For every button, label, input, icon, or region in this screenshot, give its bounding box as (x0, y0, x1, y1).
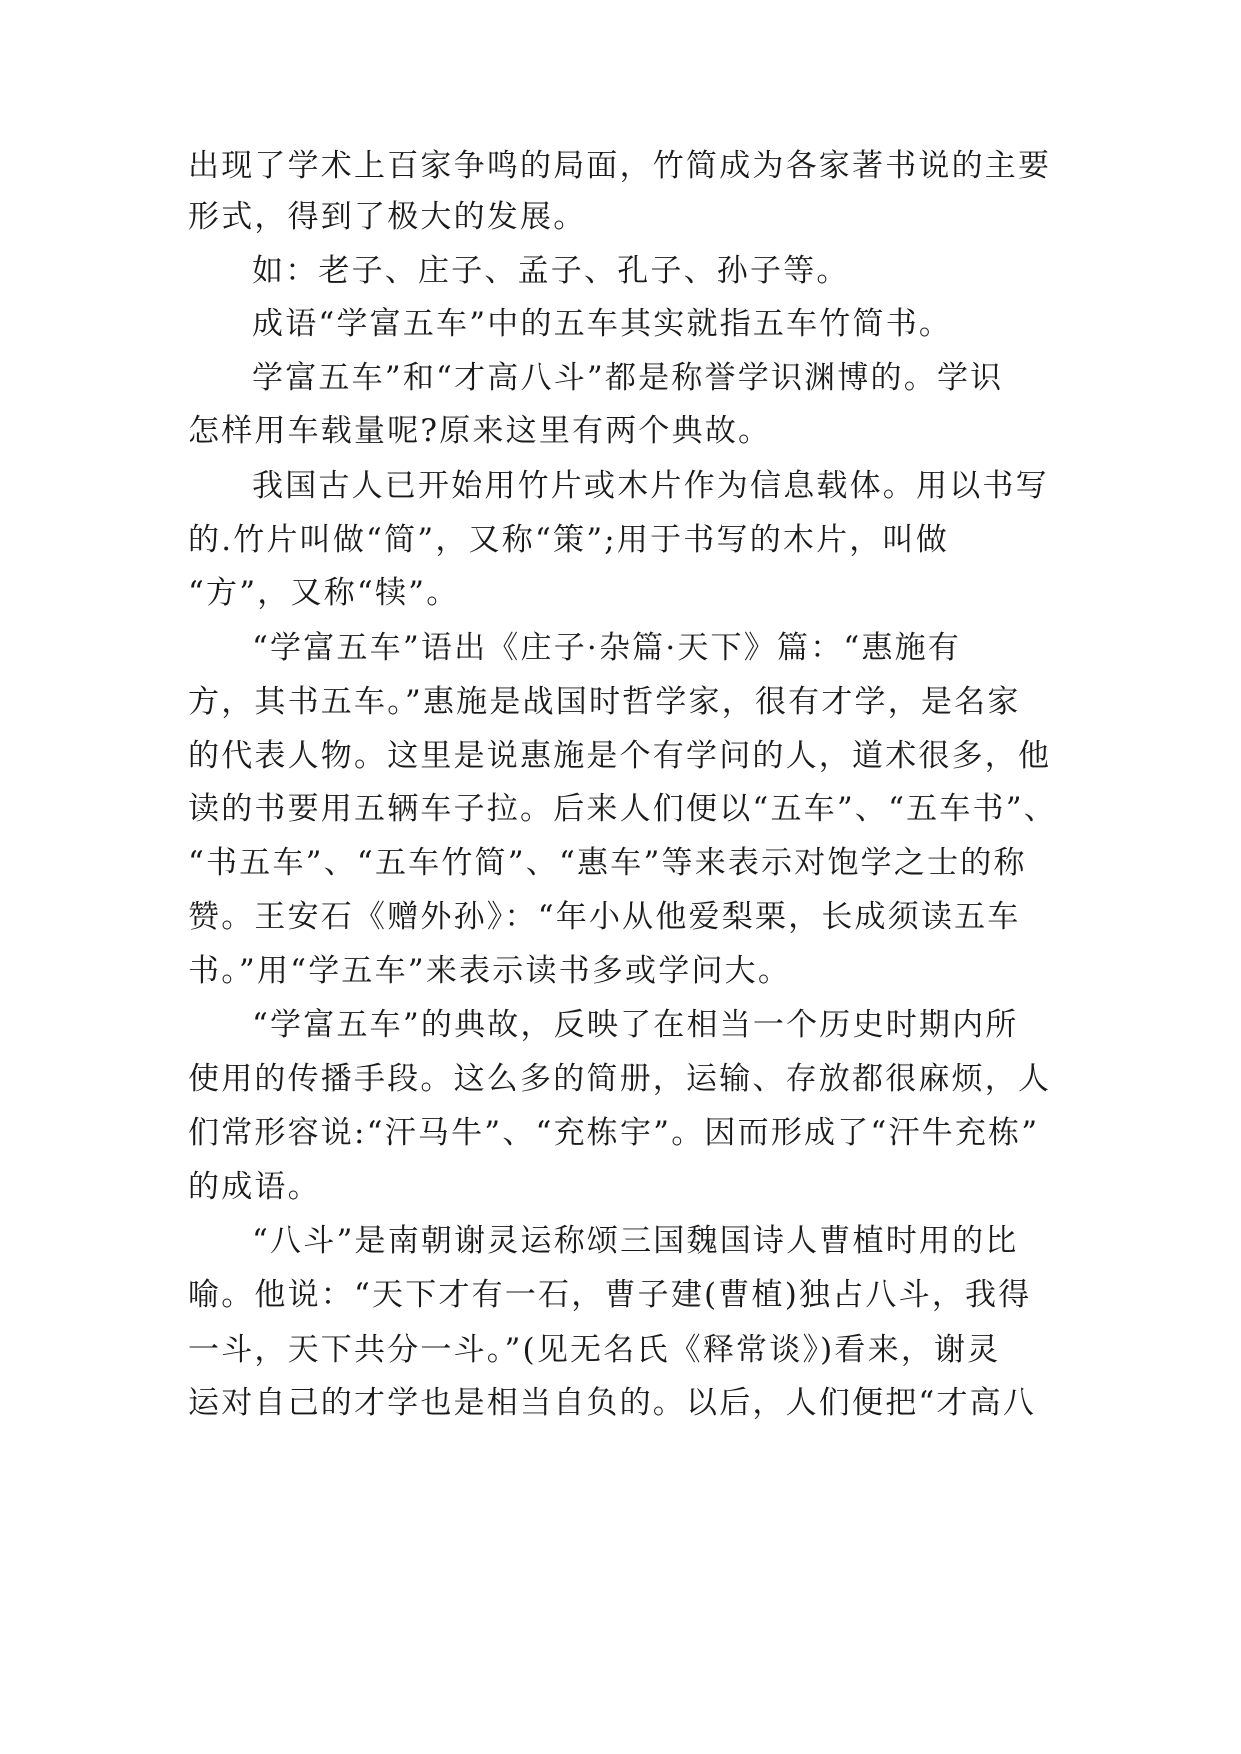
text-line: 使用的传播手段。这么多的简册，运输、存放都很麻烦，人 (188, 1061, 1052, 1097)
text-line: 的成语。 (188, 1169, 321, 1205)
text-line: 我国古人已开始用竹片或木片作为信息载体。用以书写 (252, 468, 1049, 504)
text-line: 怎样用车载量呢?原来这里有两个典故。 (188, 413, 772, 449)
text-line: “书五车”、“五车竹简”、“惠车”等来表示对饱学之士的称 (188, 845, 1027, 881)
text-line: 一斗，天下共分一斗。”(见无名氏《释常谈》)看来，谢灵 (188, 1332, 1001, 1368)
text-line: 成语“学富五车”中的五车其实就指五车竹简书。 (252, 306, 953, 342)
text-line: 的.竹片叫做“简”，又称“策”;用于书写的木片，叫做 (188, 522, 949, 558)
text-line: 书。”用“学五车”来表示读书多或学问大。 (188, 953, 792, 989)
text-line: 方，其书五车。”惠施是战国时哲学家，很有才学，是名家 (188, 684, 1021, 720)
text-line: “学富五车”语出《庄子·杂篇·天下》篇：“惠施有 (252, 630, 962, 666)
text-line: 形式，得到了极大的发展。 (188, 199, 587, 235)
text-line: “八斗”是南朝谢灵运称颂三国魏国诗人曹植时用的比 (252, 1223, 1019, 1259)
text-line: 学富五车”和“才高八斗”都是称誉学识渊博的。学识 (252, 360, 1004, 396)
text-line: “学富五车”的典故，反映了在相当一个历史时期内所 (252, 1007, 1019, 1043)
text-line: 喻。他说：“天下才有一石，曹子建(曹植)独占八斗，我得 (188, 1277, 1032, 1313)
text-line: 读的书要用五辆车子拉。后来人们便以“五车”、“五车书”、 (188, 791, 1057, 827)
text-line: 的代表人物。这里是说惠施是个有学问的人，道术很多，他 (188, 738, 1052, 774)
text-line: 赞。王安石《赠外孙》：“年小从他爱梨栗，长成须读五车 (188, 899, 1021, 935)
text-line: 如：老子、庄子、孟子、孔子、孙子等。 (252, 253, 850, 289)
text-line: 运对自己的才学也是相当自负的。以后，人们便把“才高八 (188, 1385, 1037, 1421)
text-line: 出现了学术上百家争鸣的局面，竹简成为各家著书说的主要 (188, 148, 1052, 184)
text-line: 们常形容说:“汗马牛”、“充栋宇”。因而形成了“汗牛充栋” (188, 1115, 1040, 1151)
text-line: “方”，又称“犊”。 (188, 575, 460, 611)
